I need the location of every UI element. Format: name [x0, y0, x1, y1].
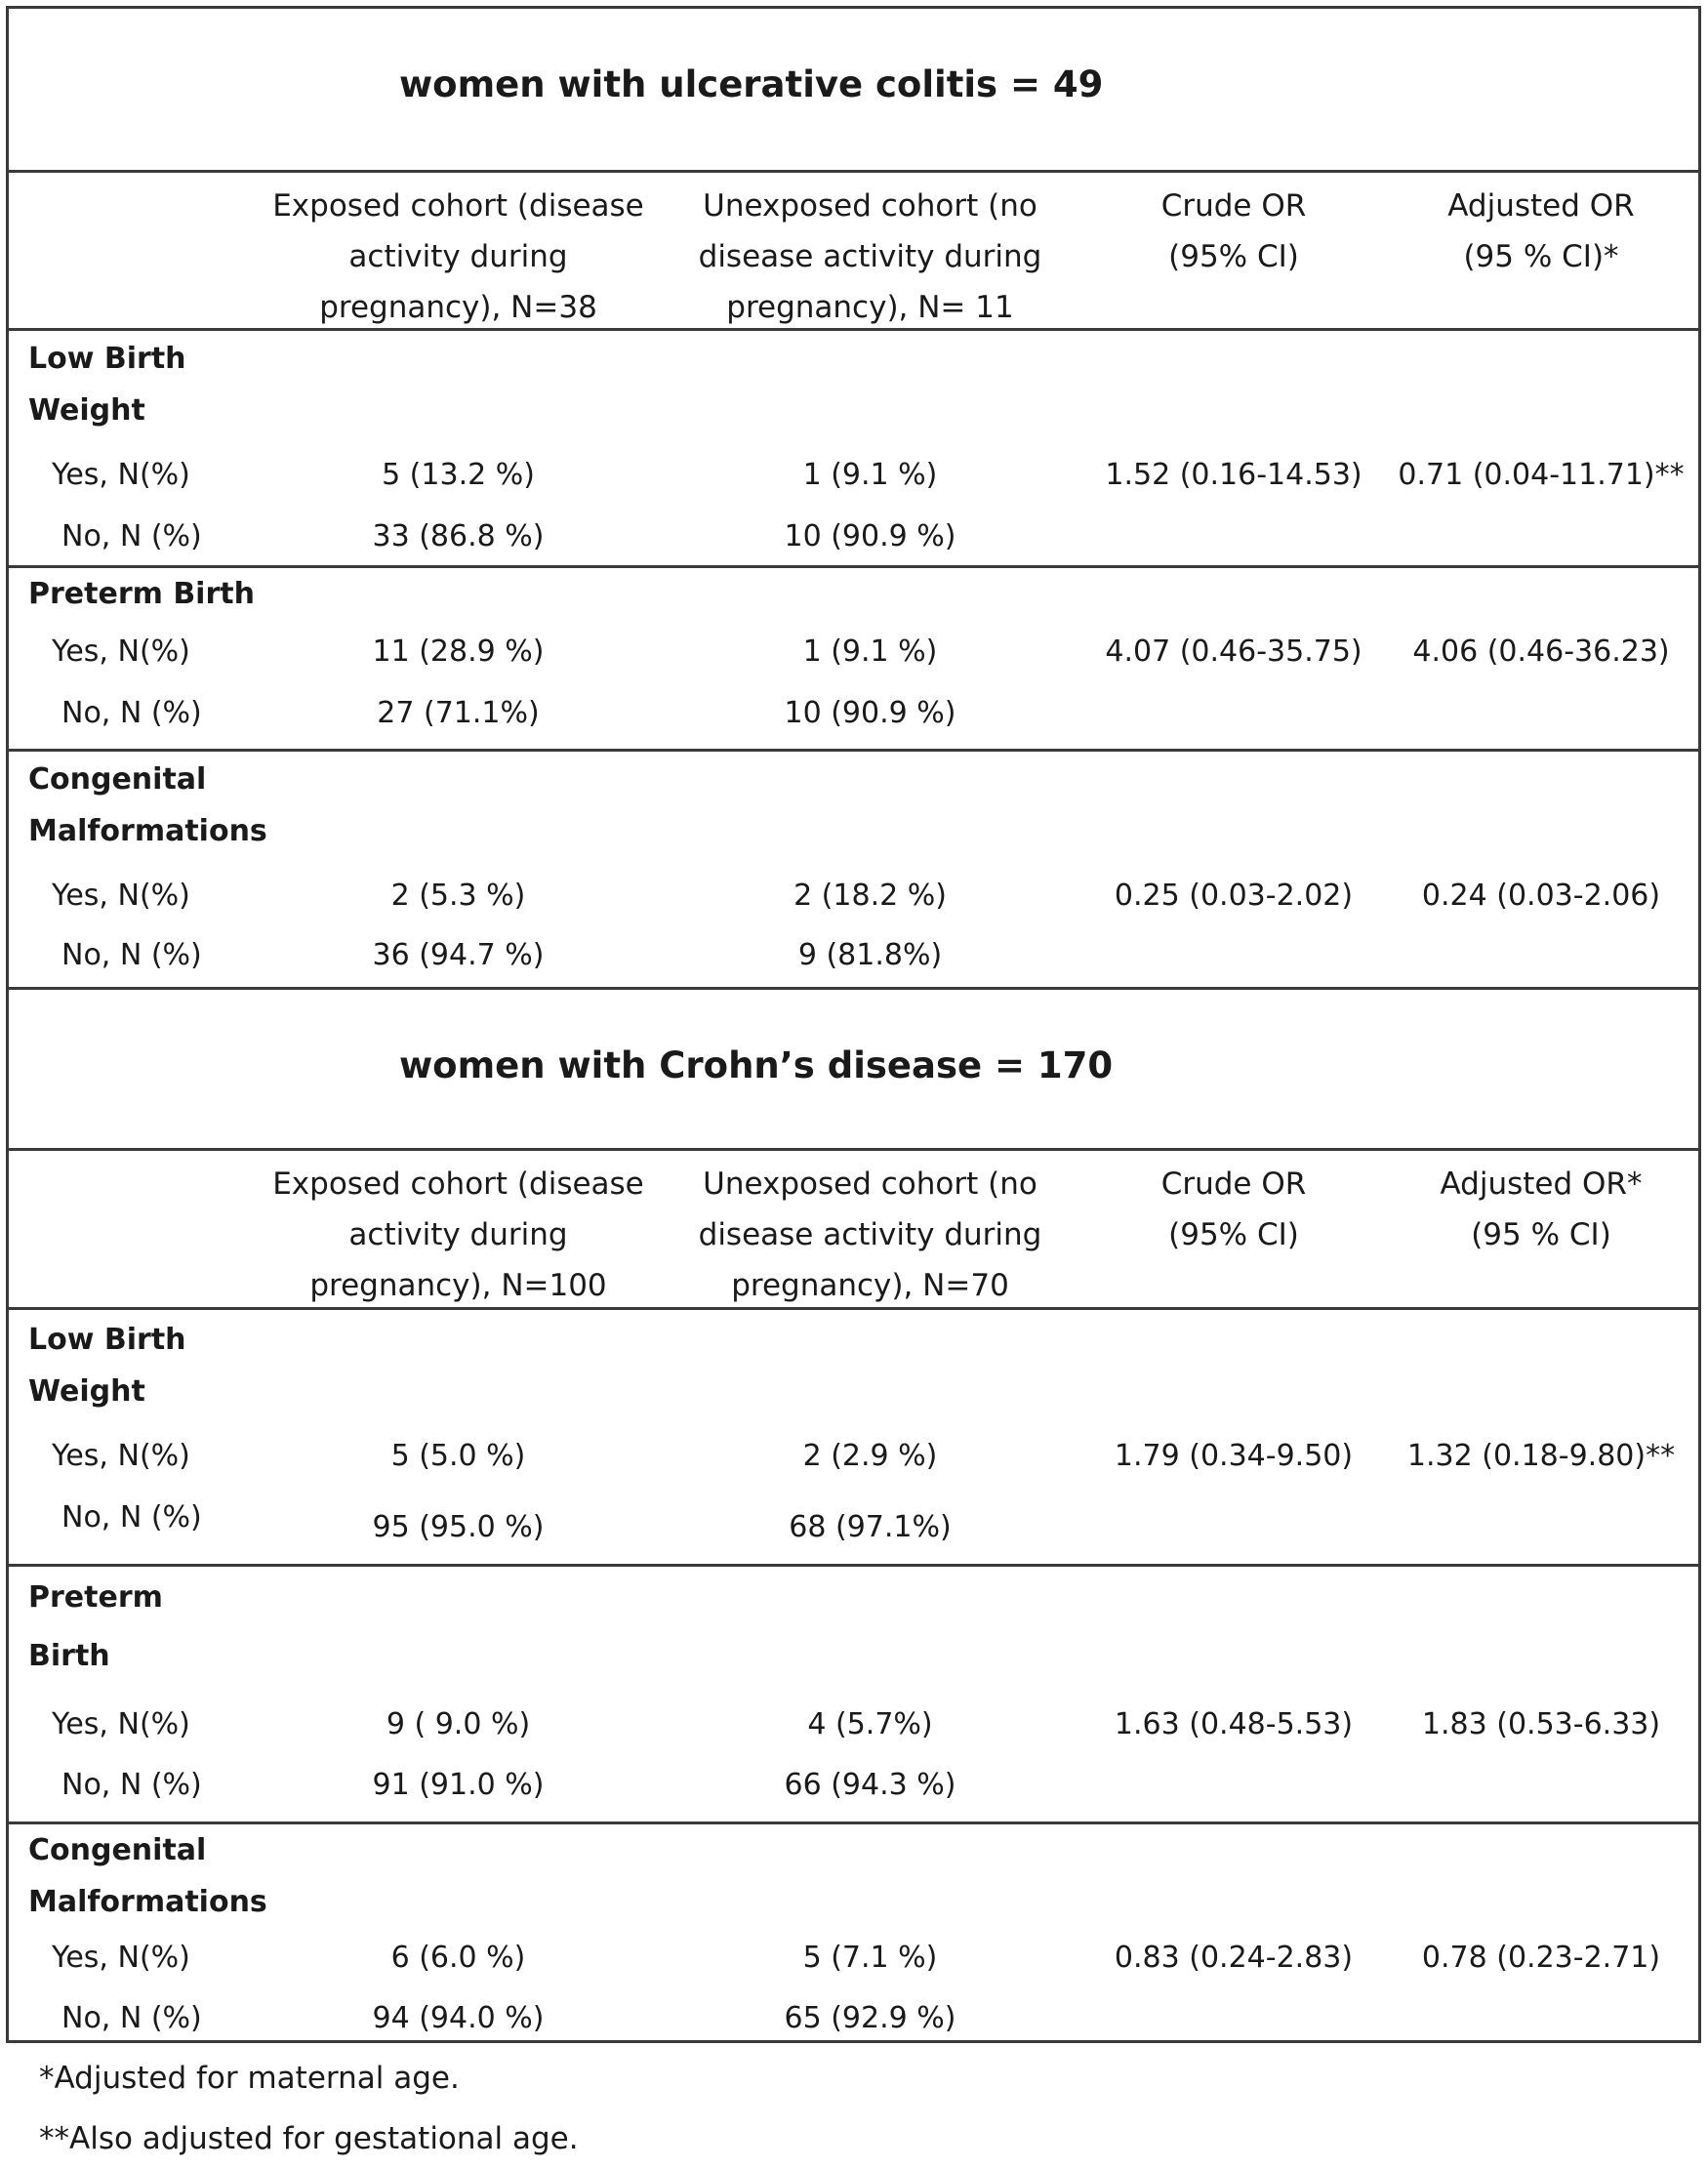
- cell-adjusted-or: 1.83 (0.53-6.33): [1421, 1707, 1661, 1741]
- table-row: [9, 1488, 1698, 1548]
- cell-exposed: 94 (94.0 %): [372, 2001, 545, 2035]
- group-low-birth-weight-cd: [9, 1310, 1698, 1564]
- row-label: Yes, N(%): [52, 458, 190, 492]
- cell-exposed: 9 ( 9.0 %): [386, 1707, 531, 1741]
- section-title-box-uc: [9, 9, 1698, 173]
- group-congenital-malformations-uc: [9, 749, 1698, 987]
- header-unexposed-cd: Unexposed cohort (no disease activity during pregnancy), N=70: [698, 1166, 1042, 1303]
- table-row: [9, 1988, 1698, 2049]
- row-label: Yes, N(%): [52, 1941, 190, 1975]
- cell-crude-or: 1.63 (0.48-5.53): [1114, 1707, 1354, 1741]
- cell-exposed: 33 (86.8 %): [372, 519, 545, 553]
- group-label: Low Birth Weight: [28, 1323, 186, 1409]
- group-label: Low Birth Weight: [28, 342, 186, 428]
- row-label: No, N (%): [61, 938, 202, 972]
- row-label: Yes, N(%): [52, 879, 190, 913]
- cell-exposed: 95 (95.0 %): [372, 1510, 545, 1544]
- cell-unexposed: 10 (90.9 %): [784, 696, 956, 730]
- table-row: [9, 622, 1698, 682]
- row-label: Yes, N(%): [52, 1707, 190, 1741]
- row-label: Yes, N(%): [52, 1439, 190, 1473]
- footnote-also-adjusted: **Also adjusted for gestational age.: [39, 2121, 579, 2156]
- cell-unexposed: 65 (92.9 %): [784, 2001, 956, 2035]
- cell-adjusted-or: 1.32 (0.18-9.80)**: [1406, 1439, 1676, 1473]
- results-table: [6, 6, 1701, 2043]
- table-row: [9, 507, 1698, 567]
- group-label: Preterm Birth: [28, 1580, 163, 1673]
- cell-crude-or: 0.25 (0.03-2.02): [1114, 879, 1354, 913]
- cell-crude-or: 4.07 (0.46-35.75): [1105, 634, 1362, 669]
- group-low-birth-weight-uc: [9, 331, 1698, 565]
- table-row: [9, 1755, 1698, 1816]
- header-adjusted-or-cd: Adjusted OR* (95 % CI): [1440, 1166, 1643, 1252]
- header-unexposed-uc: Unexposed cohort (no disease activity during pregnancy), N= 11: [698, 188, 1042, 325]
- header-adjusted-or-uc: Adjusted OR (95 % CI)*: [1447, 188, 1635, 274]
- header-row-cd: [9, 1151, 1698, 1310]
- cell-adjusted-or: 4.06 (0.46-36.23): [1412, 634, 1670, 669]
- row-label: No, N (%): [61, 696, 202, 730]
- cell-crude-or: 1.52 (0.16-14.53): [1105, 458, 1362, 492]
- cell-unexposed: 2 (2.9 %): [802, 1439, 938, 1473]
- table-row: [9, 1928, 1698, 1988]
- section-title-box-cd: [9, 987, 1698, 1151]
- cell-unexposed: 10 (90.9 %): [784, 519, 956, 553]
- header-row-uc: [9, 173, 1698, 331]
- cell-unexposed: 5 (7.1 %): [802, 1941, 938, 1975]
- table-row: [9, 1426, 1698, 1487]
- cell-crude-or: 1.79 (0.34-9.50): [1114, 1439, 1354, 1473]
- header-exposed-cd: Exposed cohort (disease activity during pregnancy), N=100: [272, 1166, 644, 1303]
- header-exposed-uc: Exposed cohort (disease activity during pregnancy), N=38: [272, 188, 644, 325]
- table-row: [9, 866, 1698, 926]
- group-congenital-malformations-cd: [9, 1821, 1698, 2040]
- cell-exposed: 27 (71.1%): [377, 696, 540, 730]
- group-preterm-birth-uc: [9, 565, 1698, 749]
- row-label: Yes, N(%): [52, 634, 190, 669]
- table-row: [9, 925, 1698, 986]
- cell-exposed: 36 (94.7 %): [372, 938, 545, 972]
- table-row: [9, 445, 1698, 506]
- cell-unexposed: 4 (5.7%): [807, 1707, 933, 1741]
- cell-unexposed: 68 (97.1%): [789, 1510, 952, 1544]
- group-label: Congenital Malformations: [28, 1833, 267, 1919]
- footnotes: [39, 2048, 579, 2169]
- section-title-uc: women with ulcerative colitis = 49: [399, 63, 1104, 105]
- cell-adjusted-or: 0.71 (0.04-11.71)**: [1398, 458, 1685, 492]
- group-label: Congenital Malformations: [28, 762, 267, 848]
- cell-adjusted-or: 0.24 (0.03-2.06): [1421, 879, 1661, 913]
- section-title-cd: women with Crohn’s disease = 170: [399, 1044, 1114, 1086]
- cell-exposed: 91 (91.0 %): [372, 1768, 545, 1802]
- cell-exposed: 5 (13.2 %): [382, 458, 535, 492]
- header-crude-or-uc: Crude OR (95% CI): [1160, 188, 1307, 274]
- cell-unexposed: 1 (9.1 %): [802, 458, 938, 492]
- cell-unexposed: 2 (18.2 %): [793, 879, 947, 913]
- cell-exposed: 2 (5.3 %): [390, 879, 526, 913]
- row-label: No, N (%): [61, 1500, 202, 1535]
- cell-unexposed: 1 (9.1 %): [802, 634, 938, 669]
- table-row: [9, 1695, 1698, 1755]
- cell-exposed: 5 (5.0 %): [390, 1439, 526, 1473]
- group-preterm-birth-cd: [9, 1564, 1698, 1821]
- group-label: Preterm Birth: [28, 577, 255, 611]
- cell-exposed: 11 (28.9 %): [372, 634, 545, 669]
- table-row: [9, 683, 1698, 744]
- row-label: No, N (%): [61, 1768, 202, 1802]
- footnote-adjusted: *Adjusted for maternal age.: [39, 2061, 460, 2096]
- cell-unexposed: 66 (94.3 %): [784, 1768, 956, 1802]
- header-crude-or-cd: Crude OR (95% CI): [1160, 1166, 1307, 1252]
- cell-crude-or: 0.83 (0.24-2.83): [1114, 1941, 1354, 1975]
- cell-unexposed: 9 (81.8%): [797, 938, 943, 972]
- row-label: No, N (%): [61, 519, 202, 553]
- row-label: No, N (%): [61, 2001, 202, 2035]
- cell-adjusted-or: 0.78 (0.23-2.71): [1421, 1941, 1661, 1975]
- cell-exposed: 6 (6.0 %): [390, 1941, 526, 1975]
